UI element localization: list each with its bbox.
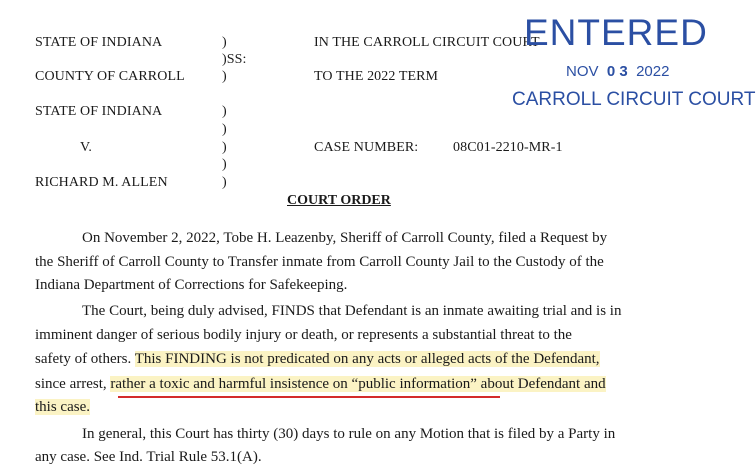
caption-term: TO THE 2022 TERM	[314, 69, 439, 84]
stamp-court: CARROLL CIRCUIT COURT	[512, 89, 756, 110]
stamp-date-year: 2022	[636, 63, 670, 80]
paren: )	[222, 104, 227, 119]
order-line: Indiana Department of Corrections for Safekeeping.	[35, 277, 348, 293]
highlighted-text: this case.	[35, 399, 90, 415]
entered-stamp: ENTERED	[524, 12, 708, 53]
caption-defendant: RICHARD M. ALLEN	[35, 175, 168, 190]
order-line: the Sheriff of Carroll County to Transfer inmate from Carroll County Jail to the Custody of the	[35, 254, 604, 270]
case-number: 08C01-2210-MR-1	[453, 140, 563, 155]
order-line	[35, 377, 606, 392]
caption-versus: V.	[80, 140, 93, 155]
order-title: COURT ORDER	[287, 193, 391, 208]
order-line: On November 2, 2022, Tobe H. Leazenby, Sheriff of Carroll County, filed a Request by	[82, 230, 608, 246]
order-line: In general, this Court has thirty (30) days to rule on any Motion that is filed by a Party in	[82, 426, 616, 442]
order-text: since arrest,	[35, 376, 107, 392]
caption-court: IN THE CARROLL CIRCUIT COURT	[314, 35, 540, 50]
stamp-date-month: NOV	[566, 63, 599, 80]
caption-plaintiff: STATE OF INDIANA	[35, 104, 163, 119]
stamp-date-day: 0 3	[606, 63, 628, 80]
highlighted-text: This FINDING is not predicated on any acts or alleged acts of the Defendant,	[134, 351, 600, 367]
paren: )	[222, 140, 227, 155]
order-text: safety of others.	[35, 351, 132, 367]
caption-ss: )SS:	[222, 52, 247, 67]
order-line	[35, 400, 90, 415]
stamp-date	[566, 63, 669, 80]
paren: )	[222, 35, 227, 50]
order-line: The Court, being duly advised, FINDS that Defendant is an inmate awaiting trial and is in	[82, 303, 622, 319]
paren: )	[222, 157, 227, 172]
paren: )	[222, 175, 227, 190]
caption-county: COUNTY OF CARROLL	[35, 69, 185, 84]
order-line: any case. See Ind. Trial Rule 53.1(A).	[35, 449, 262, 465]
order-line: imminent danger of serious bodily injury or death, or represents a substantial threat to the	[35, 327, 572, 343]
red-underline	[118, 396, 500, 398]
highlighted-text: rather a toxic and harmful insistence on “public information” about Defendant and	[110, 376, 606, 392]
case-number-label: CASE NUMBER:	[314, 140, 419, 155]
paren: )	[222, 69, 227, 84]
paren: )	[222, 122, 227, 137]
order-line	[35, 352, 600, 367]
caption-state: STATE OF INDIANA	[35, 35, 163, 50]
